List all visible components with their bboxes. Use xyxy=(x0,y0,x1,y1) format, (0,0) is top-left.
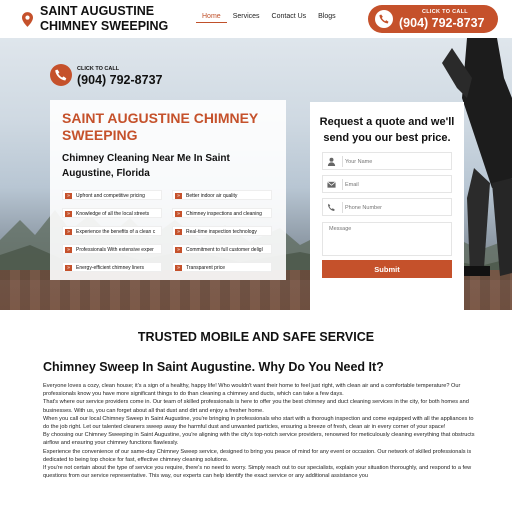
feature-item: » Commitment to full customer deligl xyxy=(172,244,272,254)
feature-item: » Energy-efficient chimney liners xyxy=(62,262,162,272)
feature-item: » Upfront and competitive pricing xyxy=(62,190,162,200)
message-textarea[interactable] xyxy=(323,223,451,255)
content-paragraph: If you're not certain about the type of service you require, there's no need to worry. Simply reach out to our specialists, explain your situation thoroughly, and respond to a few questions from our service representative. This way, our experts can help identify the exact service or any additional assistance you xyxy=(43,465,472,480)
phone-icon xyxy=(327,203,336,212)
envelope-icon xyxy=(327,180,336,189)
site-header xyxy=(0,0,512,38)
chevron-right-icon: » xyxy=(175,247,182,254)
nav-contact-us[interactable]: Contact Us xyxy=(271,13,307,20)
header-phone-number: (904) 792-8737 xyxy=(399,16,485,30)
chevron-right-icon: » xyxy=(175,265,182,272)
phone-icon xyxy=(50,64,72,86)
location-pin-icon xyxy=(22,12,33,27)
feature-item: » Chimney inspections and cleaning xyxy=(172,208,272,218)
message-field-wrapper xyxy=(322,222,452,256)
hero-intro-card xyxy=(50,100,286,280)
header-call-button[interactable] xyxy=(368,5,498,33)
field-separator xyxy=(342,156,343,167)
content-paragraph: By choosing our Chimney Sweeping in Saint Augustine, you're aligning with the city's top-notch service providers, renowned for meticulously cleaning everything that obstructs airflow and ensuring your chimney functions flawlessly. xyxy=(43,432,475,447)
name-field-wrapper xyxy=(322,152,452,170)
content-paragraph: Everyone loves a cozy, clean house; it's a sign of a healthy, happy life! Who wouldn't want their home to feel just right, with clean air and a comfortable temperature? Our professionals know you have more significant things to do than cleaning a chimney and ducts, which can take a few days. xyxy=(43,383,461,398)
feature-item: » Transparent price xyxy=(172,262,272,272)
content-body xyxy=(43,382,475,480)
feature-item: » Knowledge of all the local streets xyxy=(62,208,162,218)
feature-item: » Real-time inspection technology xyxy=(172,226,272,236)
chevron-right-icon: » xyxy=(175,211,182,218)
header-call-label: CLICK TO CALL xyxy=(422,9,468,15)
field-separator xyxy=(342,202,343,213)
quote-form-title: Request a quote and we'll send you our best price. xyxy=(319,116,455,144)
hero-subtitle: Chimney Cleaning Near Me In Saint Augustine, Florida xyxy=(62,153,230,179)
email-input[interactable] xyxy=(345,178,449,191)
content-paragraph: Experience the convenience of our same-day Chimney Sweep service, designed to bring you peace of mind for any event or occasion. Our network of skilled professionals is dedicated to being top choice for fast, effective chimney cleaning solutions. xyxy=(43,448,472,463)
user-icon xyxy=(327,157,336,166)
phone-input[interactable] xyxy=(345,201,449,214)
name-input[interactable] xyxy=(345,155,449,168)
phone-icon xyxy=(375,10,393,28)
main-nav xyxy=(196,13,342,23)
chevron-right-icon: » xyxy=(65,229,72,236)
phone-field-wrapper xyxy=(322,198,452,216)
feature-item: » Professionals With extensive exper xyxy=(62,244,162,254)
chevron-right-icon: » xyxy=(175,229,182,236)
content-paragraph: That's where our service providers come in. Our team of skilled professionals is here to offer you the best chimney and duct cleaning services in the city, for both homes and businesses. With us, you can forget about all that dust and dirt and enjoy a fresher home. xyxy=(43,399,469,414)
chevron-right-icon: » xyxy=(65,193,72,200)
content-heading: Chimney Sweep In Saint Augustine. Why Do You Need It? xyxy=(43,360,384,374)
chevron-right-icon: » xyxy=(65,265,72,272)
nav-services[interactable]: Services xyxy=(232,13,260,20)
submit-button[interactable]: Submit xyxy=(322,260,452,278)
logo-line-1: SAINT AUGUSTINE xyxy=(40,4,155,18)
chevron-right-icon: » xyxy=(175,193,182,200)
feature-item: » Experience the benefits of a clean c xyxy=(62,226,162,236)
hero-section xyxy=(0,38,512,310)
nav-home[interactable]: Home xyxy=(196,13,227,23)
site-logo[interactable] xyxy=(40,4,168,34)
hero-call-label: CLICK TO CALL xyxy=(77,66,120,72)
content-paragraph: When you call our local Chimney Sweep in Saint Augustine, you're bringing in professionals who start with a thorough inspection and come equipped with all the appliances to do the job right. Let our talented cleaners sweep away the harmful dust and unwanted particles, ensuring a breeze of fresh, clean air in every corner of your space! xyxy=(43,415,474,431)
chevron-right-icon: » xyxy=(65,247,72,254)
hero-title: SAINT AUGUSTINE CHIMNEY SWEEPING xyxy=(62,110,259,143)
field-separator xyxy=(342,179,343,190)
hero-phone-number: (904) 792-8737 xyxy=(77,73,163,87)
nav-blogs[interactable]: Blogs xyxy=(318,13,336,20)
email-field-wrapper xyxy=(322,175,452,193)
chevron-right-icon: » xyxy=(65,211,72,218)
section-title: TRUSTED MOBILE AND SAFE SERVICE xyxy=(137,330,375,344)
logo-line-2: CHIMNEY SWEEPING xyxy=(40,19,169,33)
quote-form xyxy=(310,102,464,310)
feature-item: » Better indoor air quality xyxy=(172,190,272,200)
